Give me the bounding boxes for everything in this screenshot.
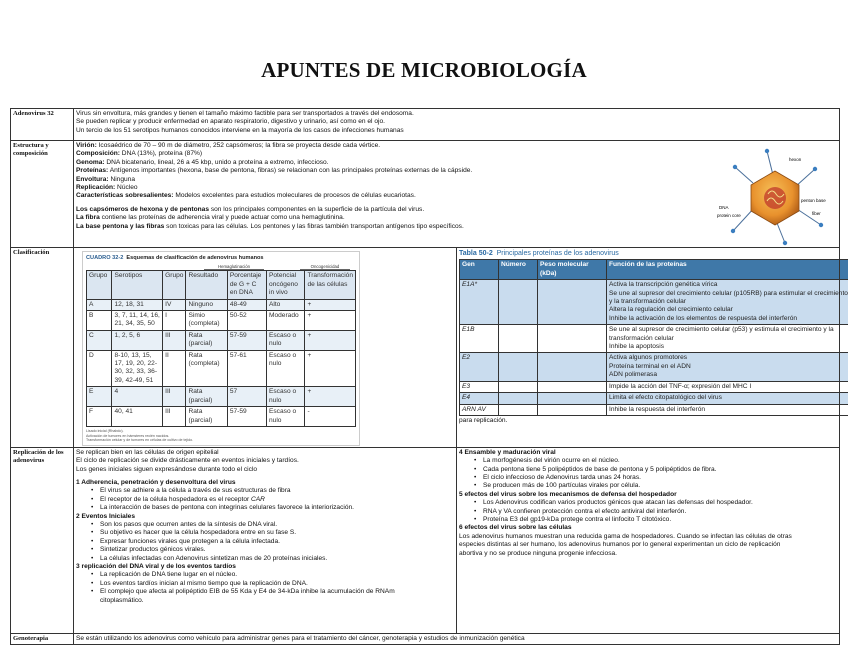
fibra-text: contiene las proteínas de adherencia viral y puede actuar como una hemaglutinina. [100,214,345,221]
section-heading: 3 replicación del DNA viral y de los eventos tardíos [76,563,454,571]
capsomeros-label: Los capsómeros de hexona y de pentonas [76,206,209,213]
col-header: Potencial oncógeno in vivo [266,271,304,299]
row-label-genoterapia: Genoterapia [11,633,74,644]
base-pentona-text: son toxicas para las células. Los pentones y las fibras también transportan antígenos tipo específicos. [164,223,463,230]
caracteristicas-text: Modelos excelentes para estudios moleculares de procesos de células eucariotas. [174,192,416,199]
table-cell: Escaso o nulo [266,387,304,407]
fiber-spike [777,223,785,243]
list-item: • Los eventos tardíos inician al mismo tiempo que la replicación de DNA. [76,580,454,588]
table-cell: + [305,387,356,407]
col-header: Grupo [163,271,186,299]
genoterapia-content: Se están utilizando los adenovirus como vehículo para administrar genes para el tratamiento del cáncer, genoterapia y estudios de inmunización genética [74,633,840,644]
table-cell: 57-59 [227,330,266,350]
fiber-knob [765,149,769,153]
diagram-label-hexon: hexon [789,157,802,162]
list-item: • El complejo que afecta al polipéptido EIB de 55 Kda y E4 de 34-kDa inhibe la acumulación de RNAm [76,588,454,596]
table-cell: 57-61 [227,350,266,387]
cuadro-title: Esquemas de clasificación de adenovirus humanos [126,255,263,261]
table-row [87,387,356,407]
table-cell: Moderado [266,311,304,331]
table-cell: Rata (parcial) [186,330,227,350]
col-header: Número [499,260,538,280]
table-row [460,280,848,325]
list-item: • Se producen más de 100 partículas virales por célula. [459,482,837,490]
table-row [460,353,848,381]
fiber-knob [731,229,735,233]
table-cell: - [305,407,356,427]
function-line: Inhibe la activación de los elementos de respuesta del interferón [609,315,848,323]
function-line: Activa algunos promotores [609,354,848,362]
function-line: ADN polimerasa [609,371,848,379]
composicion-text: DNA (13%), proteína (87%) [120,150,202,157]
genoma-text: DNA bicatenario, lineal, 26 a 45 kbp, unido a proteína a extremo, infeccioso. [105,159,329,166]
fiber-spike [735,167,753,183]
page-title: APUNTES DE MICROBIOLOGÍA [0,58,848,83]
list-item: • RNA y VA confieren protección contra el efecto antiviral del interferón. [459,508,837,516]
tabla-prefix: Tabla 50-2 [459,250,493,257]
table-cell: 50-52 [227,311,266,331]
text-line: Los genes iniciales siguen expresándose durante todo el ciclo [76,466,454,474]
text-line: abortiva y no se produce ninguna progenie infecciosa. [459,550,837,558]
table-cell: Simio (completa) [186,311,227,331]
table-cell: III [163,330,186,350]
function-line: Inhibe la respuesta del interferón [607,404,848,415]
list-item: • Los Adenovirus codifican varios productos génicos que atacan las defensas del hospedador. [459,499,837,507]
fibra-label: La fibra [76,214,100,221]
hemaglutinacion-header: Hemaglutinación [204,264,264,270]
list-item: • Son los pasos que ocurren antes de la síntesis de DNA viral. [76,521,454,529]
list-item [76,496,454,504]
section-heading: 6 efectos del virus sobre las células [459,524,837,532]
replicacion-left [74,447,457,633]
base-pentona-label: La base pentona y las fibras [76,223,164,230]
adenovirus-structure-diagram [715,147,833,247]
table-row [87,330,356,350]
tabla-header-row [460,260,848,280]
table-cell: 57-59 [227,407,266,427]
capsomeros-text: son los principales componentes en la superficie de la partícula del virus. [209,206,424,213]
table-cell: 1, 2, 5, 6 [112,330,163,350]
row-genoterapia [11,633,840,644]
notes-table [10,108,840,645]
table-row [87,350,356,387]
function-line: Se une al supresor de crecimiento celular (p53) y estimula el crecimiento y la transformación celular [609,326,848,343]
diagram-label-fiber: fiber [812,211,821,216]
function-line: Inhibe la apoptosis [609,343,848,351]
table-row [460,381,848,392]
table-cell: Rata (parcial) [186,407,227,427]
list-item: • La interacción de bases de pentona con integrinas celulares favorece la interiorización. [76,504,454,512]
table-row [87,299,356,310]
table-cell: Ninguno [186,299,227,310]
table-cell: I [163,311,186,331]
table-cell: B [87,311,112,331]
table-cell: + [305,330,356,350]
row-clasificacion [11,248,840,448]
row-label-estructura: Estructura y composición [11,141,74,248]
table-cell: IV [163,299,186,310]
table-cell: Escaso o nulo [266,330,304,350]
list-item: • Expresar funciones virales que protegen a la célula infectada. [76,538,454,546]
diagram-label-protein-core: protein core [717,213,741,218]
table-cell: D [87,350,112,387]
table-cell: Escaso o nulo [266,407,304,427]
table-row [87,311,356,331]
table-cell: II [163,350,186,387]
proteinas-label: Proteínas: [76,167,108,174]
gen-cell: E3 [460,381,499,392]
table-cell: A [87,299,112,310]
list-item-term: CAR [251,496,265,503]
estructura-content [74,141,840,248]
section-heading: 2 Eventos Iniciales [76,513,454,521]
table-cell: + [305,311,356,331]
gen-cell: E4 [460,393,499,404]
col-header: Transformación de las células [305,271,356,299]
table-cell: Escaso o nulo [266,350,304,387]
row-label-replicacion: Replicación de los adenovirus [11,447,74,633]
table-cell: 4 [112,387,163,407]
diagram-label-penton-base: penton base [801,198,826,203]
section-heading: 4 Ensamble y maduración viral [459,449,837,457]
replicacion-right [457,447,840,633]
table-cell: + [305,350,356,387]
list-item: • Cada pentona tiene 5 polipéptidos de base de pentona y 5 polipéptidos de fibra. [459,466,837,474]
col-header: Grupo [87,271,112,299]
table-cell: III [163,407,186,427]
gen-cell: E1A* [460,280,499,325]
fiber-spike [767,151,773,175]
cuadro-32-2 [82,251,360,446]
function-line: Limita el efecto citopatológico del virus [607,393,848,404]
fiber-knob [819,223,823,227]
row-replicacion [11,447,840,633]
col-header: Gen [460,260,499,280]
col-header: Función de las proteínas [607,260,848,280]
tabla-title: Principales proteínas de los adenovirus [497,250,619,257]
table-row [460,393,848,404]
replicacion-label: Replicación: [76,184,115,191]
footnote: Transformación celular y de tumores en células de cultivo de tejido. [86,438,356,443]
composicion-label: Composición: [76,150,120,157]
table-cell: F [87,407,112,427]
table-cell: 12, 18, 31 [112,299,163,310]
fiber-knob [813,167,817,171]
text-line: El ciclo de replicación se divide drásticamente en eventos iniciales y tardíos. [76,457,454,465]
table-cell: 8-10, 13, 15, 17, 19, 20, 22-30, 32, 33, 36-39, 42-49, 51 [112,350,163,387]
text-line: Se pueden replicar y producir enfermedad en aparato respiratorio, digestivo y urinario, así como en el ojo. [76,118,837,126]
row-adenovirus [11,109,840,141]
table-cell: 48-49 [227,299,266,310]
table-cell: 40, 41 [112,407,163,427]
function-line: Altera la regulación del crecimiento celular [609,306,848,314]
list-item: • Proteína E3 del gp19-kDa protege contra el linfocito T citotóxico. [459,516,837,524]
list-item: • La células infectadas con Adenovirus sintetizan mas de 20 proteínas iniciales. [76,555,454,563]
table-cell: Rata (completa) [186,350,227,387]
list-item: • La replicación de DNA tiene lugar en el núcleo. [76,571,454,579]
row-estructura [11,141,840,248]
fiber-knob [783,241,787,245]
proteinas-text: Antígenos importantes (hexona, base de pentona, fibras) se relacionan con las principales proteínas externas de la cápside. [108,167,472,174]
row-label-clasificacion: Clasificación [11,248,74,448]
function-line: Se une al supresor del crecimiento celular (p105RB) para estimular el crecimiento y la transformación celular [609,290,848,307]
function-line: Activa la transcripción genética vírica [609,281,848,289]
caracteristicas-label: Características sobresalientes: [76,192,174,199]
cuadro-header-row [87,271,356,299]
section-heading: 1 Adherencia, penetración y desenvoltura del virus [76,479,454,487]
list-item: • La morfogénesis del virión ocurre en el núcleo. [459,457,837,465]
col-header: Serotipos [112,271,163,299]
list-item: • Su objetivo es hacer que la célula hospedadora entre en su fase S. [76,529,454,537]
envoltura-label: Envoltura: [76,176,109,183]
genoma-label: Genoma: [76,159,105,166]
table-cell: III [163,387,186,407]
col-header: Porcentaje de G + C en DNA [227,271,266,299]
protein-core [764,187,786,209]
col-header: Peso molecular (kDa) [538,260,607,280]
cuadro-table [86,270,356,427]
list-item-continuation: citoplasmático. [76,597,454,605]
list-item-text: El receptor de la célula hospedadora es el receptor [100,496,251,503]
table-row [87,407,356,427]
list-item: • El virus se adhiere a la célula a través de sus estructuras de fibra [76,487,454,495]
list-item: • Sintetizar productos génicos virales. [76,546,454,554]
cuadro-prefix: CUADRO 32-2 [86,255,123,261]
clasificacion-left [74,248,457,448]
table-caption: para replicación. [459,417,837,425]
envoltura-text: Ninguna [109,176,135,183]
gen-cell: E2 [460,353,499,381]
list-item: • El ciclo infeccioso de Adenovirus tarda unas 24 horas. [459,474,837,482]
clasificacion-right [457,248,840,448]
table-cell: C [87,330,112,350]
table-cell: + [305,299,356,310]
oncogenicidad-header: Oncogenicidad [300,264,350,270]
virion-text: Icosaédrico de 70 – 90 m de diámetro, 252 capsómeros; la fibra se proyecta desde cada vértice. [97,142,380,149]
table-cell: Alto [266,299,304,310]
virion-label: Virión: [76,142,97,149]
replicacion-text: Núcleo [115,184,137,191]
table-cell: E [87,387,112,407]
row-label-adenovirus: Adenovirus 32 [11,109,74,141]
tabla-50-2 [459,250,848,416]
table-cell: Rata (parcial) [186,387,227,407]
gen-cell: ARN AV [460,404,499,415]
tabla-table [459,259,848,416]
text-line: especies distintas al ser humano, los adenovirus humanos por lo general experimentan un ciclo de replicación [459,541,837,549]
adenovirus-content [74,109,840,141]
function-line: Proteína terminal en el ADN [609,363,848,371]
table-row [460,404,848,415]
text-line: Virus sin envoltura, más grandes y tienen el tamaño máximo factible para ser transportados a través del endosoma. [76,110,837,118]
diagram-label-dna: DNA [719,205,729,210]
gen-cell: E1B [460,325,499,353]
fiber-knob [733,165,737,169]
text-line: Se replican bien en las células de origen epitelial [76,449,454,457]
table-cell: 57 [227,387,266,407]
text-line: Los adenovirus humanos muestran una reducida gama de hospedadores. Cuando se infectan las células de otras [459,533,837,541]
function-line: Impide la acción del TNF-α; expresión del MHC I [607,381,848,392]
table-cell: 3, 7, 11, 14, 16, 21, 34, 35, 50 [112,311,163,331]
table-row [460,325,848,353]
section-heading: 5 efectos del virus sobre los mecanismos de defensa del hospedador [459,491,837,499]
col-header: Resultado [186,271,227,299]
footnote: Lisado inicial (Rhabdo). [86,429,356,434]
text-line: Un tercio de los 51 serotipos humanos conocidos interviene en la mayoría de los casos de infecciones humanas [76,127,837,135]
footnote: Activación de tumores en hámsteres recién nacidos. [86,434,356,439]
